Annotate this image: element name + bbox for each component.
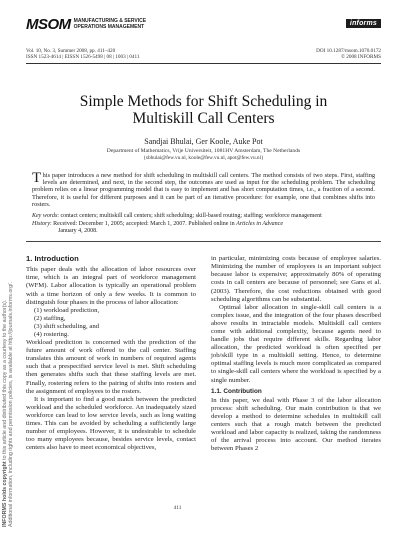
abstract-block [26,172,381,235]
list-item: (2) staffing, [34,314,66,322]
history-text-a: : Received: December 1, 2005; accepted: March 1, 2007. Published online in [50,220,237,227]
journal-logo [26,18,146,32]
paragraph: in particular, minimizing costs because of employee salaries. Minimizing the number of employees is an important subject because labor is expensive; approximately 80% of operating costs in call centers are because of personnel; see Gans et al. (2003). Therefore, the cost reductions obtained with good scheduling algorithms can be substantial. [211,255,381,303]
copyright-line-1: to this article and distributed this copy as a courtesy to the author(s). [2,299,8,462]
abstract-dropcap: T [32,170,42,187]
affiliation-line: Department of Mathematics, Vrije Universiteit, 1081HV Amsterdam, The Netherlands [106,148,301,155]
page-number: 411 [173,505,182,511]
subsection-heading: 1.1. Contribution [211,387,262,395]
logo-subtitle [74,19,146,30]
keywords-label: Key words [32,212,58,219]
logo-subtitle-line-1: MANUFACTURING & SERVICE [73,18,147,24]
abstract-rule [26,241,381,242]
paragraph: In this paper, we deal with Phase 3 of the labor allocation process: shift scheduling. Our main contribution is that we develop a method to determine schedules in multiskill call centers such that a rough match between the predicted workload and labor capacity is realized, taking the randomness of the arrival process into account. Our method iterates between Phases 2 [211,396,381,453]
abstract-text: his paper introduces a new method for shift scheduling in multiskill call centers. The method consists of two steps. First, staffing levels are determined, and next, in the second step, the outcomes are used as input for the scheduling problem. The scheduling problem relies on a linear programming model that is easy to implement and has short computation times, i.e., a fraction of a second. Therefore, it is useful for different purposes and it can be part of an iterative procedure: for example, one that combines shifts into rosters. [32,171,375,209]
list-item: (4) rostering. [34,330,69,338]
section-heading: 1. Introduction [26,254,79,264]
copyright-line-2: Additional information, including rights and permission policies, is available at http://journals.informs.org/. [8,282,14,527]
volume-info: Vol. 10, No. 3, Summer 2008, pp. 411–420 [26,48,116,54]
right-column [211,255,381,453]
issn-info: ISSN 1523-4614 | EISSN 1526-5498 | 08 | 1003 | 0411 [26,54,140,61]
copyright-bold: INFORMS holds copyright [2,461,8,527]
logo-wordmark: MSOM [26,16,71,33]
meta-left [26,48,139,61]
meta-right [316,48,381,61]
history-text-b: January 4, 2008. [58,227,98,234]
phase-list [26,307,196,339]
list-item: (1) workload prediction, [34,306,100,314]
copyright-sidebar [0,0,17,535]
title-line-2: Multiskill Call Centers [132,110,275,128]
list-item: (3) shift scheduling, and [34,322,100,330]
doi-info: DOI 10.1287/msom.1070.0172 [316,48,381,54]
keywords-text: : contact centers; multiskill call centers; shift scheduling; skill-based routing; staffing; workforce management [57,212,322,219]
body-columns [26,255,381,453]
history-journal: Articles in Advance [236,220,283,227]
abstract [32,172,375,209]
title-line-1: Simple Methods for Shift Scheduling in [79,93,328,111]
informs-logo: informs [346,19,381,28]
copyright-notice [2,0,15,535]
paper-title [26,93,381,127]
paper-page [26,18,381,453]
paragraph: Workload prediction is concerned with the prediction of the future amount of work offered to the call center. Staffing translates this amount of work in numbers of required agents such that a prespecified service level is met. Shift scheduling then generates shifts such that these staffing levels are met. Finally, rostering refers to the pairing of shifts into rosters and the assignment of employees to the rosters. [26,339,196,395]
journal-meta [26,48,381,61]
history [32,221,375,235]
header-rule [26,63,381,64]
paragraph: It is important to find a good match between the predicted workload and the scheduled workforce. An inadequately sized workforce can lead to low service levels, such as long waiting times. This can be avoided by scheduling a sufficiently large number of employees. However, it is undesirable to schedule too many employees because, besides service levels, contact centers also have to meet economical objectives, [26,395,196,452]
affiliation [26,148,381,161]
history-label: History [32,220,50,227]
author-emails: {sbhulai@few.vu.nl, koole@few.vu.nl, apot@few.vu.nl} [143,155,264,161]
left-column [26,255,196,453]
logo-subtitle-line-2: OPERATIONS MANAGEMENT [73,23,145,30]
author-list: Sandjai Bhulai, Ger Koole, Auke Pot [144,137,263,147]
keywords [32,213,375,220]
paragraph: This paper deals with the allocation of labor resources over time, which is an integral part of workforce management (WFM). Labor allocation is typically an operational problem with a time horizon of only a few weeks. It is common to distinguish four phases in the process of labor allocation: [26,266,196,306]
paragraph: Optimal labor allocation in single-skill call centers is a complex issue, and the integration of the four phases described above results in intractable models. Multiskill call centers come with additional complexity, because agents need to handle jobs that require different skills. Regarding labor allocation, the predicted workload is often specified per job/skill type in a multiskill setting. Hence, to determine optimal staffing levels is much more complicated as compared to single-skill call centers where the workload is specified by a single number. [211,303,381,384]
copyright-info: © 2008 INFORMS [341,54,381,61]
journal-header [26,18,381,48]
